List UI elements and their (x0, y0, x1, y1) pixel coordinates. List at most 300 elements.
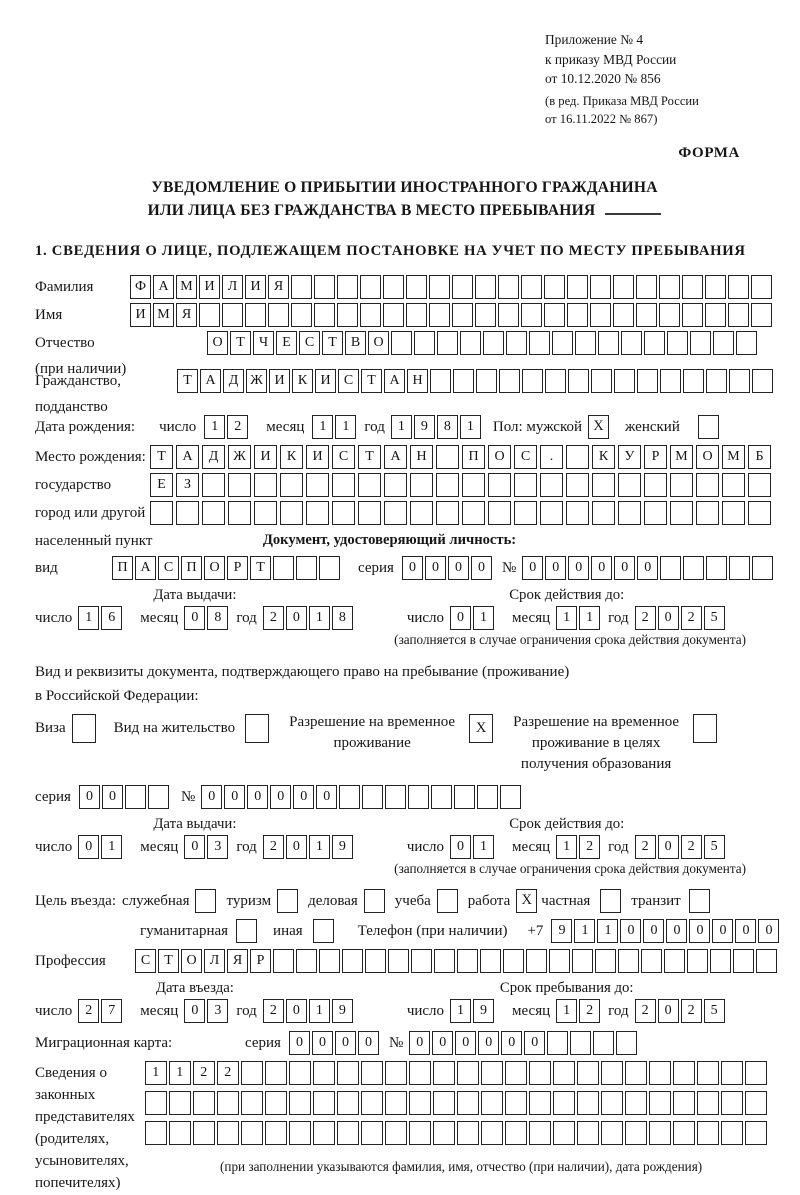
char-box[interactable] (477, 785, 498, 809)
char-box[interactable]: 0 (402, 556, 423, 580)
permit-residence-checkbox[interactable] (245, 714, 269, 743)
char-box[interactable] (337, 1091, 359, 1115)
char-box[interactable]: 0 (286, 835, 307, 859)
char-box[interactable] (291, 303, 312, 327)
sex-male-checkbox[interactable]: X (588, 415, 609, 439)
char-box[interactable] (570, 1031, 591, 1055)
char-box[interactable] (540, 473, 563, 497)
char-box[interactable] (529, 1061, 551, 1085)
char-box[interactable]: В (345, 331, 366, 355)
char-box[interactable] (314, 303, 335, 327)
char-box[interactable] (577, 1091, 599, 1115)
char-box[interactable]: Т (177, 369, 198, 393)
char-box[interactable] (199, 303, 220, 327)
char-box[interactable] (521, 303, 542, 327)
char-box[interactable] (452, 275, 473, 299)
char-box[interactable] (391, 331, 412, 355)
char-box[interactable] (613, 303, 634, 327)
purpose-work-checkbox[interactable]: X (516, 889, 537, 913)
char-box[interactable] (659, 303, 680, 327)
char-box[interactable] (480, 949, 501, 973)
char-box[interactable]: И (315, 369, 336, 393)
char-box[interactable] (567, 275, 588, 299)
char-box[interactable]: 3 (207, 999, 228, 1023)
char-box[interactable] (682, 275, 703, 299)
char-box[interactable] (409, 1061, 431, 1085)
char-box[interactable] (697, 1121, 719, 1145)
char-box[interactable] (358, 501, 381, 525)
char-box[interactable] (514, 473, 537, 497)
char-box[interactable]: Я (227, 949, 248, 973)
char-box[interactable]: 0 (450, 835, 471, 859)
char-box[interactable] (145, 1121, 167, 1145)
char-box[interactable] (202, 473, 225, 497)
char-box[interactable] (552, 331, 573, 355)
char-box[interactable] (506, 331, 527, 355)
char-box[interactable]: 0 (335, 1031, 356, 1055)
char-box[interactable]: 1 (556, 606, 577, 630)
char-box[interactable] (660, 556, 681, 580)
char-box[interactable] (649, 1091, 671, 1115)
char-box[interactable] (481, 1061, 503, 1085)
char-box[interactable] (621, 331, 642, 355)
char-box[interactable]: Л (204, 949, 225, 973)
char-box[interactable]: 0 (409, 1031, 430, 1055)
char-box[interactable] (745, 1091, 767, 1115)
char-box[interactable] (291, 275, 312, 299)
char-box[interactable] (751, 275, 772, 299)
char-box[interactable]: 0 (448, 556, 469, 580)
char-box[interactable]: А (135, 556, 156, 580)
char-box[interactable] (457, 1121, 479, 1145)
char-box[interactable]: 0 (591, 556, 612, 580)
char-box[interactable] (572, 949, 593, 973)
char-box[interactable]: 1 (309, 999, 330, 1023)
char-box[interactable]: О (488, 445, 511, 469)
char-box[interactable] (265, 1061, 287, 1085)
char-box[interactable] (169, 1091, 191, 1115)
char-box[interactable] (644, 331, 665, 355)
char-box[interactable] (176, 501, 199, 525)
char-box[interactable] (337, 1121, 359, 1145)
char-box[interactable]: Ж (228, 445, 251, 469)
char-box[interactable] (384, 473, 407, 497)
char-box[interactable]: 9 (414, 415, 435, 439)
char-box[interactable] (429, 275, 450, 299)
char-box[interactable] (410, 473, 433, 497)
char-box[interactable] (306, 501, 329, 525)
char-box[interactable] (636, 303, 657, 327)
char-box[interactable] (433, 1121, 455, 1145)
char-box[interactable] (433, 1061, 455, 1085)
char-box[interactable] (217, 1091, 239, 1115)
char-box[interactable]: М (722, 445, 745, 469)
char-box[interactable] (332, 473, 355, 497)
char-box[interactable] (388, 949, 409, 973)
char-box[interactable] (436, 445, 459, 469)
char-box[interactable]: Е (276, 331, 297, 355)
char-box[interactable]: Р (250, 949, 271, 973)
char-box[interactable]: Я (268, 275, 289, 299)
char-box[interactable]: О (204, 556, 225, 580)
char-box[interactable] (549, 949, 570, 973)
char-box[interactable]: О (207, 331, 228, 355)
char-box[interactable]: 0 (224, 785, 245, 809)
char-box[interactable]: 1 (473, 606, 494, 630)
char-box[interactable]: 1 (391, 415, 412, 439)
char-box[interactable]: 5 (704, 606, 725, 630)
char-box[interactable] (385, 1121, 407, 1145)
char-box[interactable] (306, 473, 329, 497)
char-box[interactable] (553, 1121, 575, 1145)
char-box[interactable]: 0 (614, 556, 635, 580)
char-box[interactable]: 2 (681, 999, 702, 1023)
char-box[interactable]: 0 (201, 785, 222, 809)
char-box[interactable] (254, 473, 277, 497)
char-box[interactable] (745, 1061, 767, 1085)
char-box[interactable] (280, 501, 303, 525)
char-box[interactable] (505, 1121, 527, 1145)
char-box[interactable] (618, 473, 641, 497)
char-box[interactable] (488, 501, 511, 525)
char-box[interactable] (590, 275, 611, 299)
permit-temporary-checkbox[interactable]: X (469, 714, 493, 743)
char-box[interactable] (544, 275, 565, 299)
char-box[interactable] (437, 331, 458, 355)
char-box[interactable]: А (153, 275, 174, 299)
char-box[interactable] (289, 1061, 311, 1085)
char-box[interactable]: Д (202, 445, 225, 469)
char-box[interactable] (683, 369, 704, 393)
char-box[interactable] (547, 1031, 568, 1055)
char-box[interactable] (228, 501, 251, 525)
char-box[interactable]: Ф (130, 275, 151, 299)
char-box[interactable] (722, 473, 745, 497)
char-box[interactable] (618, 501, 641, 525)
char-box[interactable]: 0 (247, 785, 268, 809)
char-box[interactable] (268, 303, 289, 327)
char-box[interactable]: 0 (471, 556, 492, 580)
char-box[interactable] (150, 501, 173, 525)
char-box[interactable]: 2 (193, 1061, 215, 1085)
char-box[interactable] (690, 331, 711, 355)
char-box[interactable] (721, 1091, 743, 1115)
char-box[interactable] (529, 331, 550, 355)
char-box[interactable]: Т (158, 949, 179, 973)
char-box[interactable]: 1 (597, 919, 618, 943)
char-box[interactable]: 0 (289, 1031, 310, 1055)
char-box[interactable] (273, 949, 294, 973)
char-box[interactable]: 0 (455, 1031, 476, 1055)
char-box[interactable]: И (306, 445, 329, 469)
char-box[interactable]: 1 (473, 835, 494, 859)
char-box[interactable]: 8 (437, 415, 458, 439)
char-box[interactable] (601, 1121, 623, 1145)
char-box[interactable] (169, 1121, 191, 1145)
char-box[interactable] (385, 785, 406, 809)
char-box[interactable] (361, 1121, 383, 1145)
char-box[interactable] (457, 1091, 479, 1115)
char-box[interactable]: 0 (316, 785, 337, 809)
char-box[interactable]: П (181, 556, 202, 580)
char-box[interactable] (644, 501, 667, 525)
char-box[interactable] (273, 556, 294, 580)
char-box[interactable]: А (176, 445, 199, 469)
char-box[interactable]: 0 (568, 556, 589, 580)
char-box[interactable]: 0 (270, 785, 291, 809)
char-box[interactable]: 0 (102, 785, 123, 809)
char-box[interactable] (383, 303, 404, 327)
char-box[interactable] (314, 275, 335, 299)
char-box[interactable] (644, 473, 667, 497)
char-box[interactable] (748, 501, 771, 525)
char-box[interactable] (721, 1121, 743, 1145)
char-box[interactable] (625, 1061, 647, 1085)
char-box[interactable] (649, 1121, 671, 1145)
char-box[interactable] (430, 369, 451, 393)
char-box[interactable] (649, 1061, 671, 1085)
char-box[interactable] (498, 303, 519, 327)
char-box[interactable] (721, 1061, 743, 1085)
char-box[interactable]: 0 (658, 999, 679, 1023)
char-box[interactable]: С (338, 369, 359, 393)
char-box[interactable] (429, 303, 450, 327)
char-box[interactable]: М (153, 303, 174, 327)
char-box[interactable]: 0 (184, 606, 205, 630)
char-box[interactable] (670, 501, 693, 525)
char-box[interactable] (406, 275, 427, 299)
char-box[interactable] (616, 1031, 637, 1055)
char-box[interactable]: 0 (689, 919, 710, 943)
char-box[interactable] (566, 473, 589, 497)
char-box[interactable]: 1 (579, 606, 600, 630)
char-box[interactable]: 2 (217, 1061, 239, 1085)
char-box[interactable]: О (368, 331, 389, 355)
char-box[interactable]: Я (176, 303, 197, 327)
char-box[interactable] (475, 275, 496, 299)
char-box[interactable]: И (254, 445, 277, 469)
char-box[interactable] (748, 473, 771, 497)
char-box[interactable]: 0 (545, 556, 566, 580)
char-box[interactable] (409, 1121, 431, 1145)
char-box[interactable]: 7 (101, 999, 122, 1023)
char-box[interactable] (505, 1061, 527, 1085)
char-box[interactable]: П (112, 556, 133, 580)
purpose-transit-checkbox[interactable] (689, 889, 710, 913)
char-box[interactable]: Т (358, 445, 381, 469)
char-box[interactable]: 2 (263, 999, 284, 1023)
char-box[interactable]: 0 (712, 919, 733, 943)
char-box[interactable]: 1 (145, 1061, 167, 1085)
char-box[interactable]: М (176, 275, 197, 299)
char-box[interactable]: 1 (335, 415, 356, 439)
purpose-study-checkbox[interactable] (437, 889, 458, 913)
char-box[interactable] (289, 1091, 311, 1115)
char-box[interactable] (319, 556, 340, 580)
char-box[interactable] (454, 785, 475, 809)
char-box[interactable] (697, 1061, 719, 1085)
char-box[interactable]: 2 (579, 835, 600, 859)
char-box[interactable] (289, 1121, 311, 1145)
char-box[interactable]: 2 (635, 999, 656, 1023)
char-box[interactable] (752, 369, 773, 393)
char-box[interactable]: 2 (681, 835, 702, 859)
char-box[interactable]: 0 (286, 606, 307, 630)
char-box[interactable] (577, 1121, 599, 1145)
char-box[interactable]: 0 (293, 785, 314, 809)
char-box[interactable] (553, 1091, 575, 1115)
char-box[interactable] (705, 275, 726, 299)
char-box[interactable] (228, 473, 251, 497)
char-box[interactable] (358, 473, 381, 497)
char-box[interactable]: 9 (332, 835, 353, 859)
purpose-business-checkbox[interactable] (364, 889, 385, 913)
char-box[interactable] (593, 1031, 614, 1055)
char-box[interactable] (241, 1091, 263, 1115)
char-box[interactable]: 0 (501, 1031, 522, 1055)
char-box[interactable]: 0 (312, 1031, 333, 1055)
char-box[interactable] (670, 473, 693, 497)
char-box[interactable] (460, 331, 481, 355)
char-box[interactable] (529, 1121, 551, 1145)
char-box[interactable] (337, 303, 358, 327)
char-box[interactable]: 6 (101, 606, 122, 630)
char-box[interactable]: 1 (309, 606, 330, 630)
char-box[interactable] (265, 1091, 287, 1115)
char-box[interactable]: 8 (332, 606, 353, 630)
purpose-tourism-checkbox[interactable] (277, 889, 298, 913)
char-box[interactable]: 2 (579, 999, 600, 1023)
char-box[interactable] (361, 1061, 383, 1085)
char-box[interactable] (660, 369, 681, 393)
char-box[interactable] (713, 331, 734, 355)
char-box[interactable]: Н (407, 369, 428, 393)
char-box[interactable]: 0 (666, 919, 687, 943)
char-box[interactable]: Т (361, 369, 382, 393)
char-box[interactable] (385, 1091, 407, 1115)
char-box[interactable] (566, 445, 589, 469)
char-box[interactable] (659, 275, 680, 299)
char-box[interactable] (696, 501, 719, 525)
char-box[interactable]: . (540, 445, 563, 469)
char-box[interactable]: 0 (450, 606, 471, 630)
char-box[interactable] (625, 1091, 647, 1115)
char-box[interactable]: 0 (79, 785, 100, 809)
char-box[interactable] (526, 949, 547, 973)
char-box[interactable] (313, 1061, 335, 1085)
char-box[interactable] (202, 501, 225, 525)
char-box[interactable] (722, 501, 745, 525)
char-box[interactable]: 0 (758, 919, 779, 943)
char-box[interactable]: 1 (309, 835, 330, 859)
char-box[interactable] (664, 949, 685, 973)
char-box[interactable] (729, 556, 750, 580)
char-box[interactable]: 0 (643, 919, 664, 943)
char-box[interactable]: 0 (184, 999, 205, 1023)
char-box[interactable] (601, 1061, 623, 1085)
char-box[interactable] (641, 949, 662, 973)
char-box[interactable] (728, 275, 749, 299)
char-box[interactable] (332, 501, 355, 525)
char-box[interactable] (729, 369, 750, 393)
char-box[interactable] (706, 369, 727, 393)
char-box[interactable] (503, 949, 524, 973)
char-box[interactable]: Е (150, 473, 173, 497)
char-box[interactable] (705, 303, 726, 327)
char-box[interactable] (254, 501, 277, 525)
char-box[interactable]: Л (222, 275, 243, 299)
char-box[interactable] (411, 949, 432, 973)
char-box[interactable] (145, 1091, 167, 1115)
char-box[interactable]: 0 (184, 835, 205, 859)
char-box[interactable]: Т (322, 331, 343, 355)
char-box[interactable]: 2 (263, 835, 284, 859)
char-box[interactable]: 2 (78, 999, 99, 1023)
char-box[interactable]: 1 (574, 919, 595, 943)
char-box[interactable] (339, 785, 360, 809)
char-box[interactable] (614, 369, 635, 393)
char-box[interactable] (337, 275, 358, 299)
char-box[interactable] (296, 556, 317, 580)
char-box[interactable]: 0 (658, 606, 679, 630)
char-box[interactable] (475, 303, 496, 327)
char-box[interactable] (696, 473, 719, 497)
char-box[interactable] (601, 1091, 623, 1115)
char-box[interactable] (148, 785, 169, 809)
char-box[interactable] (483, 331, 504, 355)
char-box[interactable] (431, 785, 452, 809)
char-box[interactable] (488, 473, 511, 497)
char-box[interactable] (361, 1091, 383, 1115)
char-box[interactable] (414, 331, 435, 355)
char-box[interactable]: Р (227, 556, 248, 580)
char-box[interactable]: 2 (635, 835, 656, 859)
char-box[interactable] (319, 949, 340, 973)
char-box[interactable] (751, 303, 772, 327)
char-box[interactable] (673, 1121, 695, 1145)
sex-female-checkbox[interactable] (698, 415, 719, 439)
char-box[interactable]: И (245, 275, 266, 299)
char-box[interactable] (683, 556, 704, 580)
char-box[interactable] (384, 501, 407, 525)
char-box[interactable] (745, 1121, 767, 1145)
char-box[interactable]: 9 (473, 999, 494, 1023)
char-box[interactable] (360, 275, 381, 299)
char-box[interactable] (522, 369, 543, 393)
char-box[interactable] (193, 1091, 215, 1115)
char-box[interactable]: Р (644, 445, 667, 469)
char-box[interactable]: 0 (637, 556, 658, 580)
char-box[interactable] (752, 556, 773, 580)
char-box[interactable] (476, 369, 497, 393)
char-box[interactable] (453, 369, 474, 393)
char-box[interactable]: 0 (735, 919, 756, 943)
char-box[interactable]: Т (230, 331, 251, 355)
char-box[interactable]: Ч (253, 331, 274, 355)
char-box[interactable] (618, 949, 639, 973)
char-box[interactable]: 0 (78, 835, 99, 859)
char-box[interactable] (706, 556, 727, 580)
char-box[interactable] (567, 303, 588, 327)
char-box[interactable] (697, 1091, 719, 1115)
char-box[interactable] (636, 275, 657, 299)
char-box[interactable]: 1 (460, 415, 481, 439)
char-box[interactable] (462, 473, 485, 497)
char-box[interactable] (409, 1091, 431, 1115)
char-box[interactable] (433, 1091, 455, 1115)
char-box[interactable] (193, 1121, 215, 1145)
char-box[interactable]: 2 (227, 415, 248, 439)
